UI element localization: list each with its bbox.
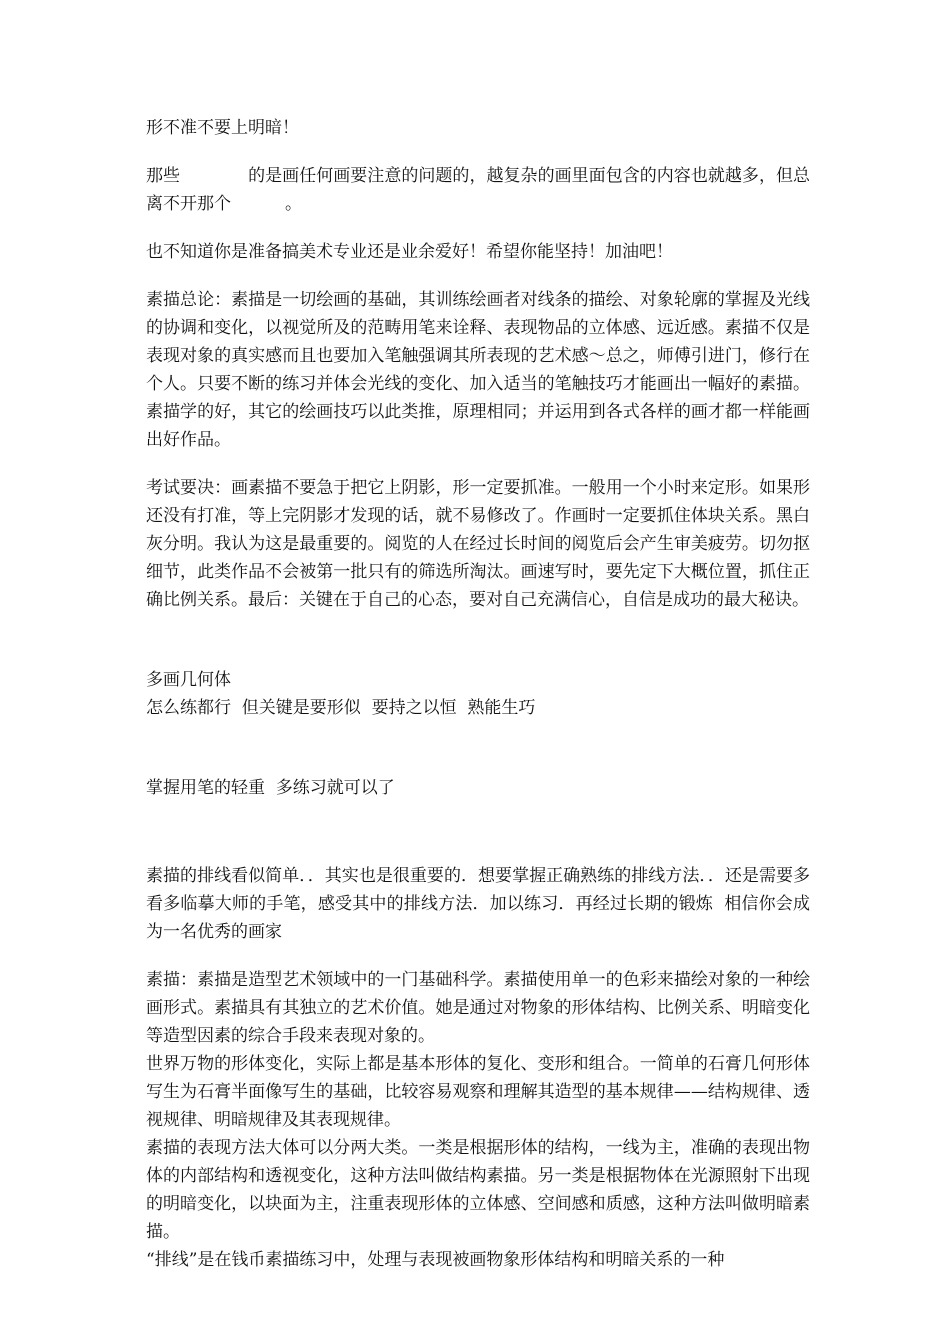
paragraph-sketch-overview: 素描总论：素描是一切绘画的基础，其训练绘画者对线条的描绘、对象轮廓的掌握及光线的协调和变化，以视觉所及的范畴用笔来诠释、表现物品的立体感、远近感。素描不仅是表现对象的真实感而且也要加入笔触强调其所表现的艺术感～总之，师傅引进门，修行在个人。只要不断的练习并体会光线的变化、加入适当的笔触技巧才能画出一幅好的素描。素描学的好，其它的绘画技巧以此类推，原理相同；并运用到各式各样的画才都一样能画出好作品。: [146, 290, 810, 450]
spacer: [146, 266, 810, 286]
spacer: [146, 218, 810, 238]
paragraph-exam-tips: 考试要决：画素描不要急于把它上阴影，形一定要抓准。一般用一个小时来定形。如果形还没有打准，等上完阴影才发现的话，就不易修改了。作画时一定要抓住体块关系。黑白灰分明。我认为这是最重要的。阅览的人在经过长时间的阅览后会产生审美疲劳。切勿抠细节，此类作品不会被第一批只有的筛选所淘汰。画速写时，要先定下大概位置，抓住正确比例关系。最后：关键在于自己的心态，要对自己充满信心，自信是成功的最大秘诀。: [146, 478, 810, 610]
paragraph-common-issues: [146, 162, 810, 218]
paragraph-hatching-definition: “排线”是在钱币素描练习中，处理与表现被画物象形体结构和明暗关系的一种: [146, 1250, 725, 1270]
paragraph-methods: 素描的表现方法大体可以分两大类。一类是根据形体的结构，一线为主，准确的表现出物体的内部结构和透视变化，这种方法叫做结构素描。另一类是根据物体在光源照射下出现的明暗变化，以块面为主，注重表现形体的立体感、空间感和质感，这种方法叫做明暗素描。: [146, 1138, 810, 1242]
document-body: [146, 114, 810, 1274]
text-fragment: 。: [285, 194, 302, 214]
paragraph-pen-pressure: 掌握用笔的轻重 多练习就可以了: [146, 778, 395, 798]
paragraph-encouragement: 也不知道你是准备搞美术专业还是业余爱好！希望你能坚持！加油吧！: [146, 242, 673, 262]
text-fragment: 的是画任何画要注意的问题的，越复杂的画里面包含的内容也就越多，但总离不开那个: [146, 166, 811, 214]
spacer: [146, 142, 810, 162]
spacer: [146, 614, 810, 666]
spacer: [146, 946, 810, 966]
spacer: [146, 722, 810, 774]
paragraph-shape-first: 形不准不要上明暗！: [146, 118, 299, 138]
paragraph-hatching: 素描的排线看似简单．．其实也是很重要的．想要掌握正确熟练的排线方法．．还是需要多看多临摹大师的手笔，感受其中的排线方法．加以练习．再经过长期的锻炼 相信你会成为一名优秀的画家: [146, 866, 810, 942]
line-practice: 怎么练都行 但关键是要形似 要持之以恒 熟能生巧: [146, 698, 536, 718]
spacer: [146, 454, 810, 474]
paragraph-form-changes: 世界万物的形体变化，实际上都是基本形体的复化、变形和组合。一简单的石膏几何形体写生为石膏半面像写生的基础，比较容易观察和理解其造型的基本规律——结构规律、透视规律、明暗规律及其表现规律。: [146, 1054, 810, 1130]
spacer: [146, 802, 810, 862]
paragraph-sketch-definition: 素描：素描是造型艺术领域中的一门基础科学。素描使用单一的色彩来描绘对象的一种绘画形式。素描具有其独立的艺术价值。她是通过对物象的形体结构、比例关系、明暗变化等造型因素的综合手段来表现对象的。: [146, 970, 810, 1046]
text-fragment: 那些: [146, 166, 181, 186]
line-geometry: 多画几何体: [146, 670, 231, 690]
